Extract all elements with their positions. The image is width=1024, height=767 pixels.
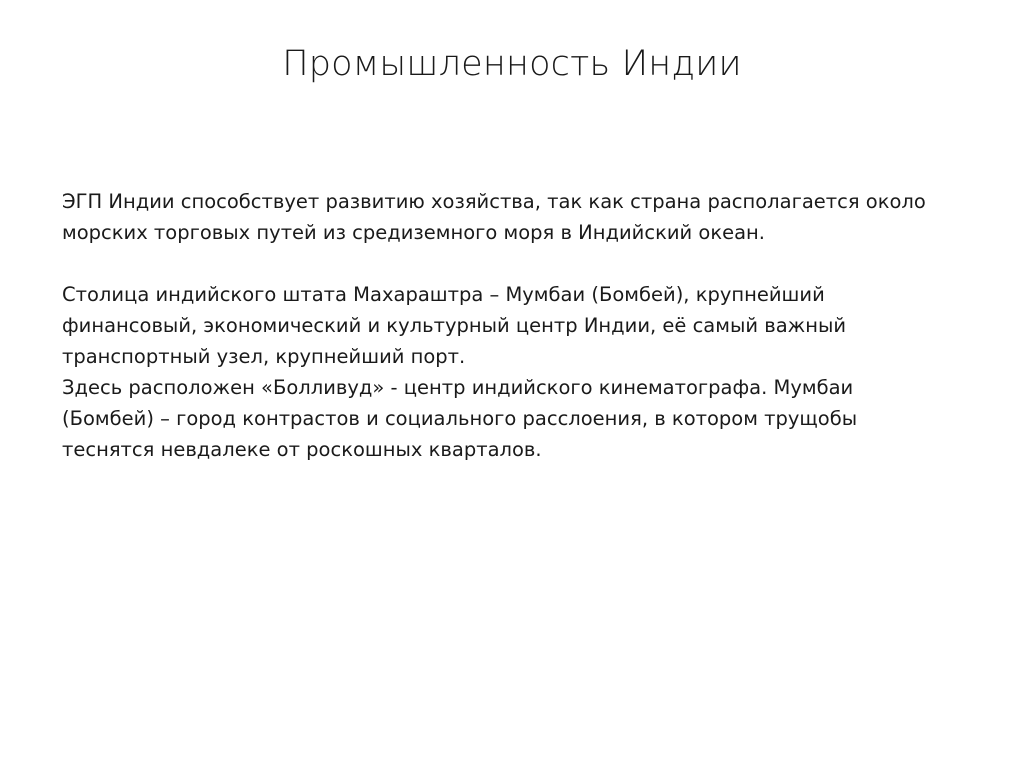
paragraph-egp [62,186,962,248]
text-line: Здесь расположен «Болливуд» - центр индийского кинематографа. Мумбаи [62,376,854,399]
text-line: финансовый, экономический и культурный центр Индии, её самый важный [62,314,847,337]
text-line: Столица индийского штата Махараштра – Мумбаи (Бомбей), крупнейший [62,283,825,306]
text-line: теснятся невдалеке от роскошных кварталов. [62,438,542,461]
paragraph-bollywood [62,372,962,465]
slide-title: Промышленность Индии [282,44,742,84]
text-line: ЭГП Индии способствует развитию хозяйства, так как страна располагается около [62,190,926,213]
paragraph-spacer [62,248,962,279]
text-line: транспортный узел, крупнейший порт. [62,345,466,368]
text-line: (Бомбей) – город контрастов и социального расслоения, в котором трущобы [62,407,858,430]
slide-body [62,186,962,465]
text-line: морских торговых путей из средиземного моря в Индийский океан. [62,221,765,244]
paragraph-mumbai [62,279,962,372]
